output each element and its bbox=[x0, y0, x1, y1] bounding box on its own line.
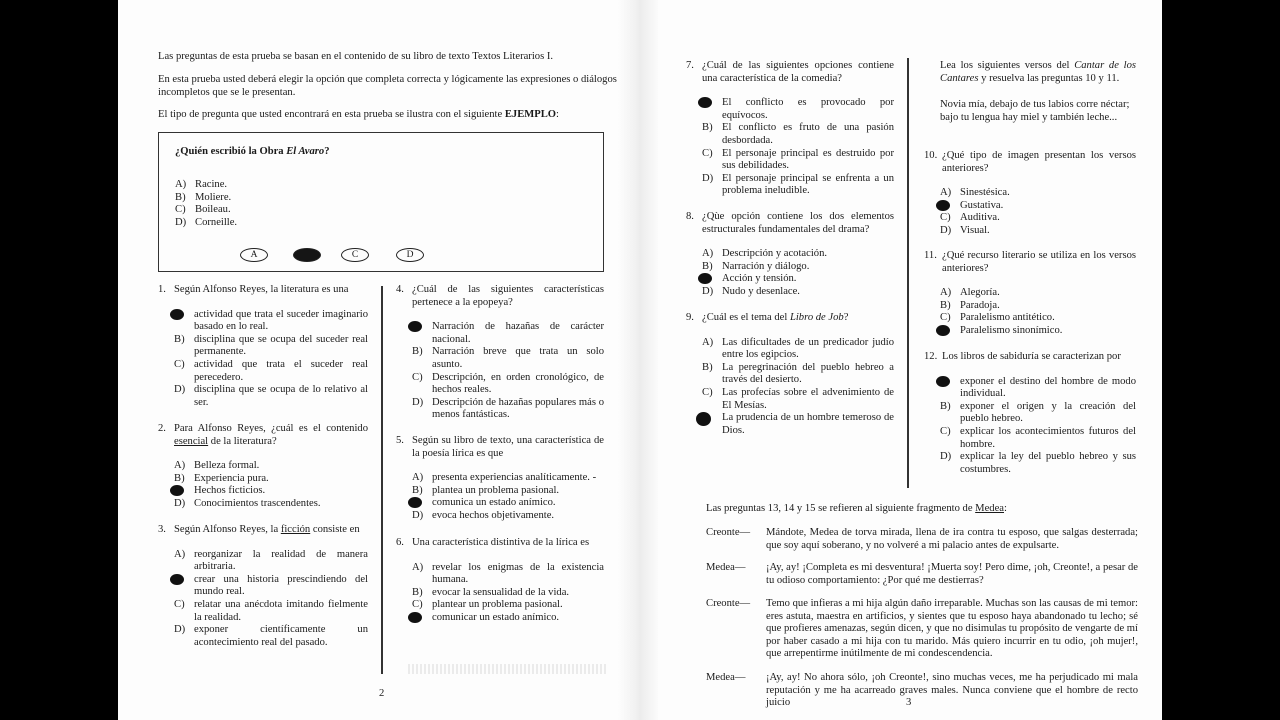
filled-answer-mark bbox=[936, 200, 950, 211]
bleed-through-text bbox=[408, 664, 608, 674]
example-option-a: A) Racine. bbox=[175, 179, 228, 190]
q10-option-b[interactable]: Gustativa. bbox=[940, 200, 1136, 213]
answer-bubble-d[interactable]: D bbox=[396, 248, 424, 262]
q4-option-a[interactable]: Narración de hazañas de carácter nacional. bbox=[412, 321, 604, 346]
q5-option-a[interactable]: A) presenta experiencias analíticamente. - bbox=[412, 472, 597, 484]
q8-option-b[interactable]: B) Narración y diálogo. bbox=[702, 260, 810, 272]
dialog-line-1: Creonte— Mándote, Medea de torva mirada, llena de ira contra tu esposo, que salgas desterrada; que soy aquí soberano, y no volveré a mi palacio antes de expulsarte. bbox=[706, 527, 1138, 551]
q4-option-b[interactable]: B) Narración breve que trata un solo asunto. bbox=[412, 346, 604, 370]
q12-option-d[interactable]: D) explicar la ley del pueblo hebreo y sus costumbres. bbox=[940, 451, 1136, 475]
book-gutter bbox=[618, 0, 658, 720]
q12-option-c[interactable]: C) explicar los acontecimientos futuros del hombre. bbox=[940, 425, 1136, 450]
q11-option-c[interactable]: C) Paralelismo antitético. bbox=[940, 312, 1055, 324]
filled-answer-mark bbox=[936, 376, 950, 387]
q1-option-a[interactable]: actividad que trata el suceder imaginario basado en lo real. bbox=[174, 309, 368, 334]
q10-option-d[interactable]: D) Visual. bbox=[940, 224, 990, 236]
answer-bubble-c[interactable]: C bbox=[341, 248, 369, 262]
example-option-c: C) Boileau. bbox=[175, 204, 231, 216]
q4-option-d[interactable]: D) Descripción de hazañas populares más o menos fantásticas. bbox=[412, 396, 604, 421]
example-option-d: D) Corneille. bbox=[175, 216, 238, 228]
question-7: 7. ¿Cuál de las siguientes opciones contiene una característica de la comedia? El conflicto es provocado por equívocos. B) El conflicto es fruto de una pasión desbordada. C) El personaje principal es destruido por sus debilidades. D) El personaje principal se enfrenta a un problema ineludible. bbox=[686, 60, 894, 197]
q7-option-a[interactable]: El conflicto es provocado por equívocos. bbox=[702, 97, 894, 122]
column-divider-right bbox=[907, 58, 909, 488]
example-option-b: B) Moliere. bbox=[175, 191, 232, 203]
q8-option-c[interactable]: Acción y tensión. bbox=[702, 273, 894, 286]
q3-option-a[interactable]: A) reorganizar la realidad de manera arbitraria. bbox=[174, 548, 368, 573]
document-spread bbox=[118, 0, 1162, 720]
example-box bbox=[158, 132, 604, 272]
question-6: 6. Una característica distintiva de la lírica es A) revelar los enigmas de la existencia humana. B) evocar la sensualidad de la vida. C) plantear un problema pasional. comunicar un estado anímico. bbox=[396, 537, 604, 623]
q9-option-c[interactable]: C) Las profecías sobre el advenimiento de El Mesías. bbox=[702, 386, 894, 411]
question-9: 9. ¿Cuál es el tema del Libro de Job? A) Las dificultades de un predicador judío entre los egipcios. B) La peregrinación del pueblo hebreo a través del desierto. C) Las profecías sobre el advenimiento de El Mesías. La prudencia de un hombre temeroso de Dios. bbox=[686, 312, 894, 436]
intro-paragraph-3: El tipo de pregunta que usted encontrará en esta prueba se ilustra con el siguiente EJEMPLO: bbox=[158, 109, 559, 120]
cantar-verses: Novia mía, debajo de tus labios corre néctar; bajo tu lengua hay miel y también leche... bbox=[940, 99, 1130, 123]
question-3: 3. Según Alfonso Reyes, la ficción consiste en A) reorganizar la realidad de manera arbitraria. crear una historia prescindiendo del mundo real. C) relatar una anécdota imitando fielmente la realidad. D) exponer científicamente un acontecimiento real del pasado. bbox=[158, 524, 368, 648]
answer-bubble-a[interactable]: A bbox=[240, 248, 268, 262]
q6-option-a[interactable]: A) revelar los enigmas de la existencia humana. bbox=[412, 561, 604, 586]
q10-option-a[interactable]: A) Sinestésica. bbox=[940, 187, 1010, 199]
q3-option-c[interactable]: C) relatar una anécdota imitando fielmente la realidad. bbox=[174, 598, 368, 623]
question-5: 5. Según su libro de texto, una característica de la poesía lírica es que A) presenta experiencias analíticamente. - B) plantea un problema pasional. comunica un estado anímico. D) evoca hechos objetivamente. bbox=[396, 435, 604, 521]
page-number-right: 3 bbox=[906, 697, 912, 708]
q5-option-b[interactable]: B) plantea un problema pasional. bbox=[412, 484, 560, 496]
q9-option-b[interactable]: B) La peregrinación del pueblo hebreo a través del desierto. bbox=[702, 361, 894, 386]
q3-option-b[interactable]: crear una historia prescindiendo del mundo real. bbox=[174, 574, 368, 599]
intro-paragraph-2: En esta prueba usted deberá elegir la opción que completa correcta y lógicamente las expresiones o diálogos incompletos que se le presentan. bbox=[158, 74, 617, 98]
q6-option-d[interactable]: comunicar un estado anímico. bbox=[412, 612, 604, 625]
question-2: 2. Para Alfonso Reyes, ¿cuál es el contenido esencial de la literatura? A) Belleza formal. B) Experiencia pura. Hechos ficticios. D) Conocimientos trascendentes. bbox=[158, 423, 368, 509]
q8-option-a[interactable]: A) Descripción y acotación. bbox=[702, 248, 828, 260]
question-1: 1. Según Alfonso Reyes, la literatura es una actividad que trata el suceder imaginario basado en lo real. B) disciplina que se ocupa del suceder real permanente. C) actividad que trata el suceder real perecedero. D) disciplina que se ocupa de lo relativo al ser. bbox=[158, 284, 368, 408]
filled-answer-mark bbox=[936, 325, 950, 336]
dialog-line-2: Medea— ¡Ay, ay! ¡Completa es mi desventura! ¡Muerta soy! Pero dime, ¡oh, Creonte!, a pesar de tu odioso comportamiento: ¿Por qué me destierras? bbox=[706, 562, 1138, 586]
question-10: 10. ¿Qué tipo de imagen presentan los versos anteriores? A) Sinestésica. Gustativa. C) Auditiva. D) Visual. bbox=[924, 150, 1136, 236]
dialog-line-4: Medea— ¡Ay, ay! No ahora sólo, ¡oh Creonte!, sino muchas veces, me ha perjudicado mi mala reputación y me ha acarreado graves males. Nunca conviene que el hombre de recto juicio bbox=[706, 672, 1138, 709]
q12-option-b[interactable]: B) exponer el origen y la creación del pueblo hebreo. bbox=[940, 400, 1136, 425]
dialog-line-3: Creonte— Temo que infieras a mi hija algún daño irreparable. Muchas son las causas de mi temor: eres astuta, maestra en artificios, y sientes que tu esposo haya abandonado tu lecho; sé que profieres amenazas, según dicen, y que no disimulas tu propósito de vengarte de mí por haber casado a mi hija con tu marido. Más quiero incurrir en tu odio, ¡oh mujer!, que arrepentirme inútilmente de mi condescendencia. bbox=[706, 598, 1138, 660]
q8-option-d[interactable]: D) Nudo y desenlace. bbox=[702, 285, 800, 297]
q12-option-a[interactable]: exponer el destino del hombre de modo individual. bbox=[940, 376, 1136, 401]
q1-option-b[interactable]: B) disciplina que se ocupa del suceder real permanente. bbox=[174, 333, 368, 358]
cantar-intro: Lea los siguientes versos del Cantar de los Cantares y resuelva las preguntas 10 y 11. bbox=[940, 60, 1136, 84]
question-11: 11. ¿Qué recurso literario se utiliza en los versos anteriores? A) Alegoría. B) Paradoja. C) Paralelismo antitético. Paralelismo sinonímico. bbox=[924, 250, 1136, 336]
q5-option-d[interactable]: D) evoca hechos objetivamente. bbox=[412, 509, 555, 521]
question-4: 4. ¿Cuál de las siguientes características pertenece a la epopeya? Narración de hazañas de carácter nacional. B) Narración breve que trata un solo asunto. C) Descripción, en orden cronológico, de hechos reales. D) Descripción de hazañas populares más o menos fantásticas. bbox=[396, 284, 604, 421]
q10-option-c[interactable]: C) Auditiva. bbox=[940, 212, 1000, 224]
q9-option-d[interactable]: La prudencia de un hombre temeroso de Dios. bbox=[702, 412, 894, 437]
question-12: 12. Los libros de sabiduría se caracterizan por exponer el destino del hombre de modo individual. B) exponer el origen y la creación del pueblo hebreo. C) explicar los acontecimientos futuros del hombre. D) explicar la ley del pueblo hebreo y sus costumbres. bbox=[924, 351, 1136, 475]
q2-option-b[interactable]: B) Experiencia pura. bbox=[174, 472, 269, 484]
answer-bubble-b-filled[interactable] bbox=[293, 248, 321, 262]
q4-option-c[interactable]: C) Descripción, en orden cronológico, de hechos reales. bbox=[412, 371, 604, 396]
page-number-left: 2 bbox=[379, 688, 385, 699]
q7-option-d[interactable]: D) El personaje principal se enfrenta a un problema ineludible. bbox=[702, 172, 894, 197]
q7-option-c[interactable]: C) El personaje principal es destruido por sus debilidades. bbox=[702, 147, 894, 172]
q6-option-c[interactable]: C) plantear un problema pasional. bbox=[412, 599, 563, 611]
filled-answer-mark bbox=[170, 574, 184, 585]
q11-option-a[interactable]: A) Alegoría. bbox=[940, 287, 1000, 299]
q9-option-a[interactable]: A) Las dificultades de un predicador judío entre los egipcios. bbox=[702, 336, 894, 361]
intro-paragraph-1: Las preguntas de esta prueba se basan en el contenido de su libro de texto Textos Literarios I. bbox=[158, 51, 554, 62]
example-question: ¿Quién escribió la Obra El Avaro? bbox=[175, 146, 330, 157]
q1-option-d[interactable]: D) disciplina que se ocupa de lo relativo al ser. bbox=[174, 384, 368, 408]
q3-option-d[interactable]: D) exponer científicamente un acontecimiento real del pasado. bbox=[174, 624, 368, 648]
question-8: 8. ¿Qùe opción contiene los dos elementos estructurales fundamentales del drama? A) Descripción y acotación. B) Narración y diálogo. Acción y tensión. D) Nudo y desenlace. bbox=[686, 211, 894, 297]
q2-option-c[interactable]: Hechos ficticios. bbox=[174, 485, 368, 498]
q6-option-b[interactable]: B) evocar la sensualidad de la vida. bbox=[412, 586, 570, 598]
column-divider bbox=[381, 286, 383, 674]
q1-option-c[interactable]: C) actividad que trata el suceder real perecedero. bbox=[174, 358, 368, 383]
q11-option-b[interactable]: B) Paradoja. bbox=[940, 299, 1000, 311]
filled-answer-mark bbox=[408, 612, 422, 623]
q2-option-d[interactable]: D) Conocimientos trascendentes. bbox=[174, 497, 321, 509]
q2-option-a[interactable]: A) Belleza formal. bbox=[174, 460, 260, 472]
q11-option-d[interactable]: Paralelismo sinonímico. bbox=[940, 325, 1136, 338]
filled-answer-mark bbox=[170, 309, 184, 320]
q7-option-b[interactable]: B) El conflicto es fruto de una pasión desbordada. bbox=[702, 122, 894, 146]
medea-intro: Las preguntas 13, 14 y 15 se refieren al siguiente fragmento de Medea: bbox=[706, 503, 1007, 514]
example-options bbox=[175, 179, 237, 229]
q5-option-c[interactable]: comunica un estado anímico. bbox=[412, 497, 604, 510]
